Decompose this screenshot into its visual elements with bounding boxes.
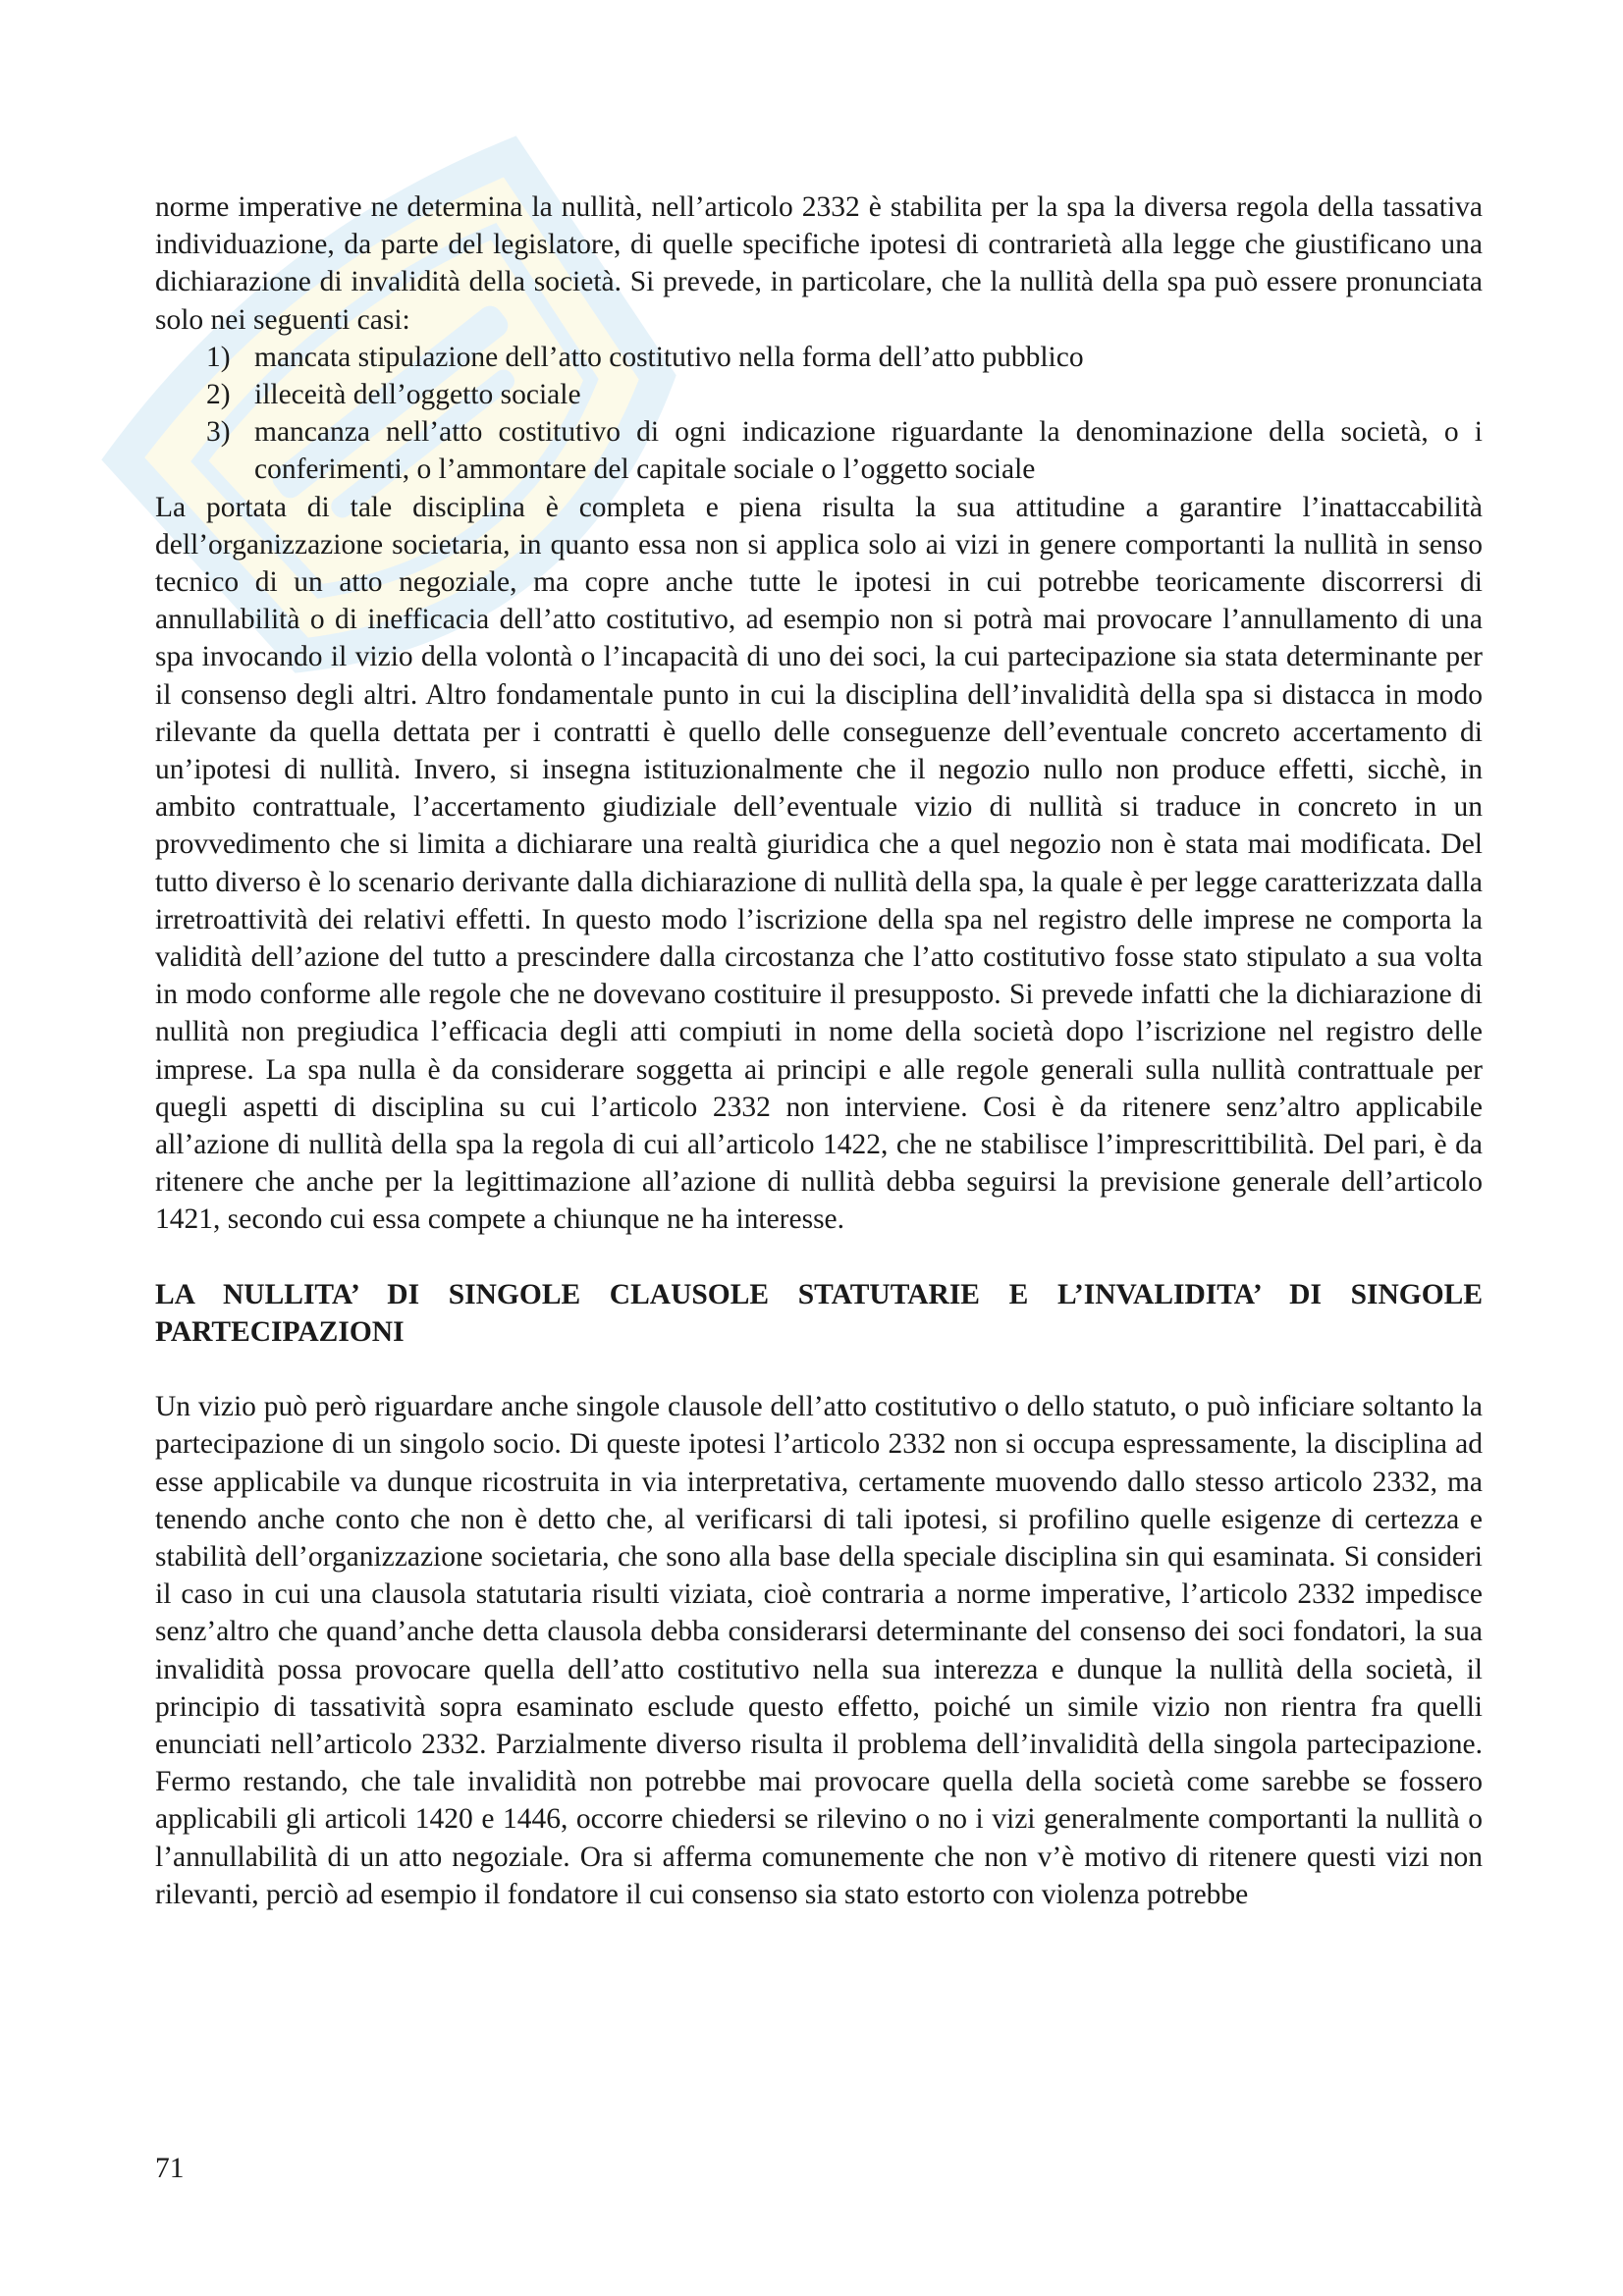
list-item-number: 3) bbox=[206, 416, 231, 449]
list-item-text: mancata stipulazione dell’atto costitutivo nella forma dell’atto pubblico bbox=[254, 341, 1084, 373]
paragraph-single-clauses: Un vizio può però riguardare anche singole clausole dell’atto costitutivo o dello statuto, o può inficiare soltanto la partecipazione di un singolo socio. Di queste ipotesi l’articolo 2332 non si occupa espressamente, la disciplina ad esse applicabile va dunque ricostruita in via interpretativa, certamente muovendo dallo stesso articolo 2332, ma tenendo anche conto che non è detto che, al verificarsi di tali ipotesi, si profilino quelle esigenze di certezza e stabilità dell’organizzazione societaria, che sono alla base della speciale disciplina sin qui esaminata. Si consideri il caso in cui una clausola statutaria risulti viziata, cioè contraria a norme imperative, l’articolo 2332 impedisce senz’altro che quand’anche detta clausola debba considerarsi determinante del consenso dei soci fondatori, la sua invalidità possa provocare quella dell’atto costitutivo nella sua interezza e dunque la nullità della società, il principio di tassatività sopra esaminato esclude questo effetto, poiché un simile vizio non rientra fra quelli enunciati nell’articolo 2332. Parzialmente diverso risulta il problema dell’invalidità della singola partecipazione. Fermo restando, che tale invalidità non potrebbe mai provocare quella della società come sarebbe se fossero applicabili gli articoli 1420 e 1446, occorre chiedersi se rilevino o no i vizi generalmente comportanti la nullità o l’annullabilità di un atto negoziale. Ora si afferma comunemente che non v’è motivo di ritenere questi vizi non rilevanti, perciò ad esempio il fondatore il cui consenso sia stato estorto con violenza potrebbe bbox=[155, 1391, 1483, 1910]
section-heading: LA NULLITA’ DI SINGOLE CLAUSOLE STATUTARIE E L’INVALIDITA’ DI SINGOLE PARTECIPAZIONI bbox=[155, 1278, 1483, 1348]
list-item-number: 1) bbox=[206, 341, 231, 373]
paragraph-nullity-rules: norme imperative ne determina la nullità, nell’articolo 2332 è stabilita per la spa la diversa regola della tassativa individuazione, da parte del legislatore, di quelle specifiche ipotesi di contrarietà alla legge che giustificano una dichiarazione di invalidità della società. Si prevede, in particolare, che la nullità della spa può essere pronunciata solo nei seguenti casi: bbox=[155, 191, 1483, 336]
list-item-text: illeceità dell’oggetto sociale bbox=[254, 379, 581, 411]
list-item bbox=[155, 376, 1483, 413]
page-number: 71 bbox=[155, 2153, 185, 2184]
list-item-number: 2) bbox=[206, 379, 231, 411]
list-item bbox=[155, 413, 1483, 488]
list-item-text: mancanza nell’atto costitutivo di ogni indicazione riguardante la denominazione della società, o i conferimenti, o l’ammontare del capitale sociale o l’oggetto sociale bbox=[254, 416, 1483, 486]
document-body bbox=[155, 188, 1483, 1913]
paragraph-discipline-scope: La portata di tale disciplina è completa e piena risulta la sua attitudine a garantire l’inattaccabilità dell’organizzazione societaria, in quanto essa non si applica solo ai vizi in genere comportanti la nullità in senso tecnico di un atto negoziale, ma copre anche tutte le ipotesi in cui potrebbe teoricamente discorrersi di annullabilità o di inefficacia dell’atto costitutivo, ad esempio non si potrà mai provocare l’annullamento di una spa invocando il vizio della volontà o l’incapacità di uno dei soci, la cui partecipazione sia stata determinante per il consenso degli altri. Altro fondamentale punto in cui la disciplina dell’invalidità della spa si distacca in modo rilevante da quella dettata per i contratti è quello delle conseguenze dell’eventuale concreto accertamento di un’ipotesi di nullità. Invero, si insegna istituzionalmente che il negozio nullo non produce effetti, sicchè, in ambito contrattuale, l’accertamento giudiziale dell’eventuale vizio di nullità si traduce in concreto in un provvedimento che si limita a dichiarare una realtà giuridica che a quel negozio non è stata mai modificata. Del tutto diverso è lo scenario derivante dalla dichiarazione di nullità della spa, la quale è per legge caratterizzata dalla irretroattività dei relativi effetti. In questo modo l’iscrizione della spa nel registro delle imprese ne comporta la validità dell’azione del tutto a prescindere dalla circostanza che l’atto costitutivo fosse stato stipulato a sua volta in modo conforme alle regole che ne dovevano costituire il presupposto. Si prevede infatti che la dichiarazione di nullità non pregiudica l’efficacia degli atti compiuti in nome della società dopo l’iscrizione nel registro delle imprese. La spa nulla è da considerare soggetta ai principi e alle regole generali sulla nullità contrattuale per quegli aspetti di disciplina su cui l’articolo 2332 non interviene. Cosi è da ritenere senz’altro applicabile all’azione di nullità della spa la regola di cui all’articolo 1422, che ne stabilisce l’imprescrittibilità. Del pari, è da ritenere che anche per la legittimazione all’azione di nullità debba seguirsi la previsione generale dell’articolo 1421, secondo cui essa compete a chiunque ne ha interesse. bbox=[155, 491, 1483, 1236]
list-item bbox=[155, 339, 1483, 376]
nullity-cases-list bbox=[155, 339, 1483, 489]
